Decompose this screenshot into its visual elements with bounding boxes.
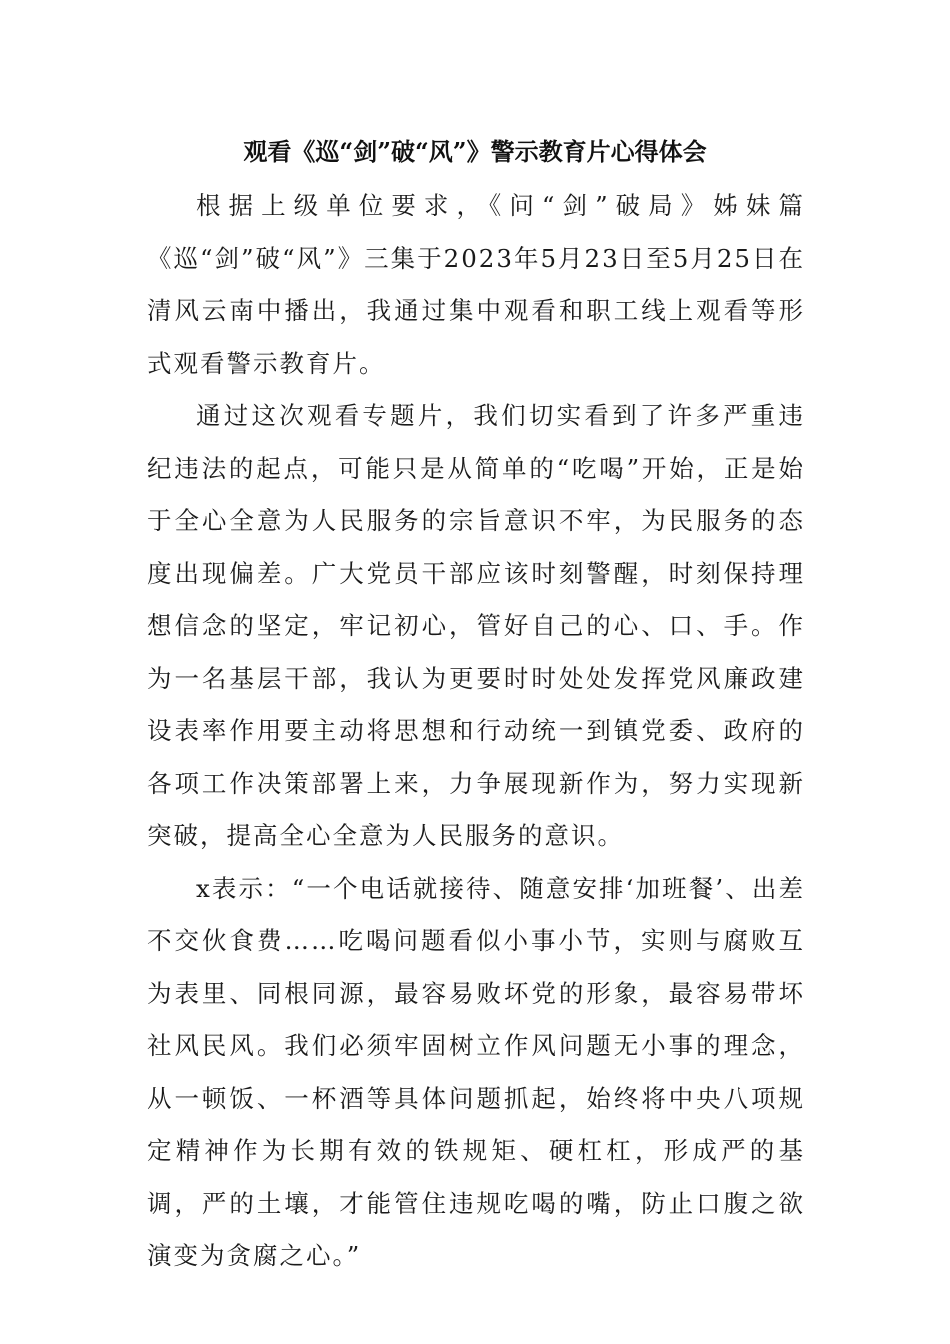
paragraph-3: x表示：“一个电话就接待、随意安排‘加班餐’、出差不交伙食费……吃喝问题看似小事小节，实则与腐败互为表里、同根同源，最容易败坏党的形象，最容易带坏社风民风。我们必须牢固树立作风问题无小事的理念，从一顿饭、一杯酒等具体问题抓起，始终将中央八项规定精神作为长期有效的铁规矩、硬杠杠，形成严的基调，严的土壤，才能管住违规吃喝的嘴，防止口腹之欲演变为贪腐之心。” [147,873,805,1270]
paragraph-2: 通过这次观看专题片，我们切实看到了许多严重违纪违法的起点，可能只是从简单的“吃喝”开始，正是始于全心全意为人民服务的宗旨意识不牢，为民服务的态度出现偏差。广大党员干部应该时刻警醒，时刻保持理想信念的坚定，牢记初心，管好自己的心、口、手。作为一名基层干部，我认为更要时时处处发挥党风廉政建设表率作用要主动将思想和行动统一到镇党委、政府的各项工作决策部署上来，力争展现新作为，努力实现新突破，提高全心全意为人民服务的意识。 [147,401,805,850]
document-body [147,180,805,1283]
paragraph-1: 根据上级单位要求，《问“剑”破局》姊妹篇《巡“剑”破“风”》三集于2023年5月23日至5月25日在清风云南中播出，我通过集中观看和职工线上观看等形式观看警示教育片。 [147,191,805,378]
document-title: 观看《巡“剑”破“风”》警示教育片心得体会 [243,137,707,166]
